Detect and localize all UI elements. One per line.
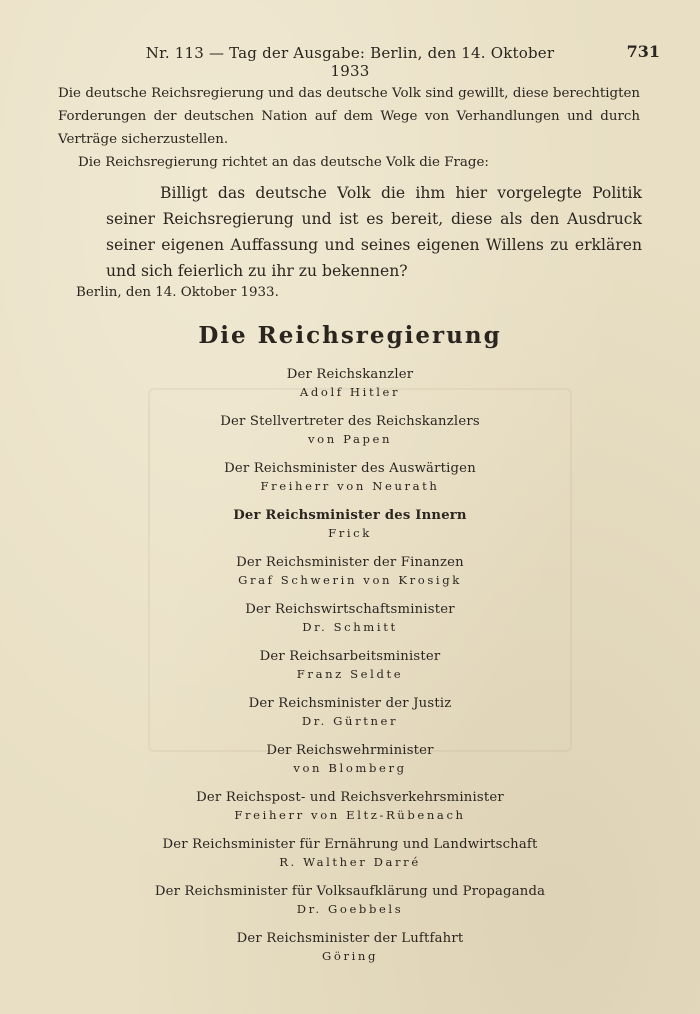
minister-entry	[0, 507, 700, 551]
minister-entry	[0, 695, 700, 739]
minister-name: von Papen	[307, 432, 393, 446]
minister-role: Der Reichsminister des Auswärtigen	[224, 461, 476, 476]
minister-name: Graf Schwerin von Krosigk	[238, 573, 462, 587]
minister-role: Der Reichsminister für Volksaufklärung und Propaganda	[154, 884, 546, 899]
minister-name: Göring	[322, 949, 378, 963]
minister-name: Frick	[328, 526, 372, 540]
minister-role: Der Reichsarbeitsminister	[259, 649, 441, 664]
page-number: 731	[626, 42, 660, 61]
minister-role: Der Reichswehrminister	[266, 743, 434, 758]
dateline: Berlin, den 14. Oktober 1933.	[76, 285, 279, 300]
question-intro: Die Reichsregierung richtet an das deutsche Volk die Frage:	[78, 155, 489, 170]
minister-role: Der Reichsminister der Luftfahrt	[236, 931, 464, 946]
minister-entry	[0, 554, 700, 598]
minister-entry	[0, 930, 700, 974]
minister-entry	[0, 836, 700, 880]
minister-role: Der Reichsminister der Finanzen	[236, 555, 464, 570]
minister-role: Der Reichsminister des Innern	[233, 508, 467, 523]
minister-name: Dr. Schmitt	[302, 620, 398, 634]
minister-name: Adolf Hitler	[299, 385, 401, 399]
minister-name: Dr. Gürtner	[301, 714, 399, 728]
minister-role: Der Reichswirtschaftsminister	[245, 602, 455, 617]
minister-entry	[0, 789, 700, 833]
intro-paragraph: Die deutsche Reichsregierung und das deutsche Volk sind gewillt, diese berechtigten Forderungen der deutschen Nation auf dem Wege von Verhandlungen und durch Verträge sicherzustellen.	[58, 86, 640, 147]
minister-name: von Blomberg	[293, 761, 407, 775]
minister-entry	[0, 413, 700, 457]
minister-entry	[0, 742, 700, 786]
minister-role: Der Reichspost- und Reichsverkehrsminister	[196, 790, 504, 805]
minister-entry	[0, 648, 700, 692]
issue-line: Nr. 113 — Tag der Ausgabe: Berlin, den 14. Oktober 1933	[145, 44, 555, 80]
page-header	[0, 40, 700, 80]
minister-name: R. Walther Darré	[279, 855, 421, 869]
minister-entry	[0, 601, 700, 645]
minister-name: Freiherr von Neurath	[260, 479, 440, 493]
minister-role: Der Stellvertreter des Reichskanzlers	[220, 414, 480, 429]
signature-title: Die Reichsregierung	[198, 322, 502, 349]
minister-role: Der Reichskanzler	[286, 367, 414, 382]
referendum-question: Billigt das deutsche Volk die ihm hier vorgelegte Politik seiner Reichsregierung und ist es bereit, diese als den Ausdruck seiner eigenen Auffassung und seines eigenen Willens zu erklären und sich feierlich zu ihr zu bekennen?	[106, 184, 642, 280]
minister-entry	[0, 460, 700, 504]
minister-entry	[0, 366, 700, 410]
minister-role: Der Reichsminister für Ernährung und Landwirtschaft	[162, 837, 538, 852]
minister-name: Dr. Goebbels	[296, 902, 404, 916]
minister-entry	[0, 883, 700, 927]
minister-name: Franz Seldte	[296, 667, 404, 681]
minister-role: Der Reichsminister der Justiz	[248, 696, 452, 711]
minister-name: Freiherr von Eltz-Rübenach	[234, 808, 466, 822]
intro-text	[58, 82, 640, 174]
